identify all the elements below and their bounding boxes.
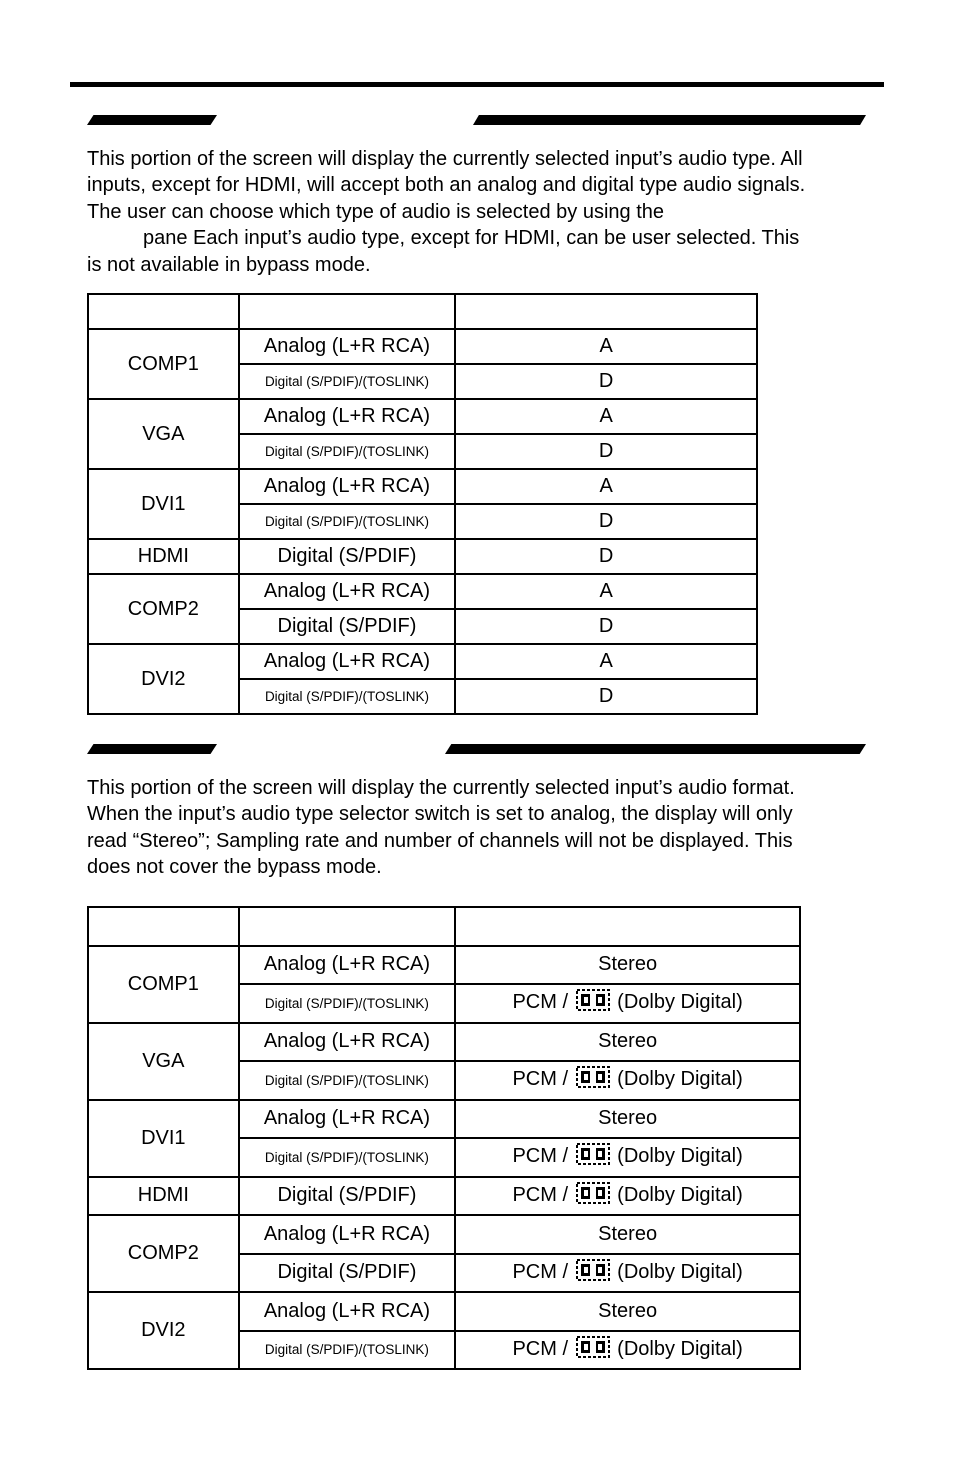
top-rule bbox=[70, 82, 884, 87]
input-cell: DVI1 bbox=[88, 469, 239, 539]
dolby-logo-icon bbox=[576, 1259, 610, 1287]
format-suffix: (Dolby Digital) bbox=[617, 1145, 743, 1168]
audio-type-cell: Digital (S/PDIF)/(TOSLINK) bbox=[239, 504, 456, 539]
input-cell: COMP2 bbox=[88, 1215, 239, 1292]
audio-type-cell: Analog (L+R RCA) bbox=[239, 1023, 456, 1062]
table-row bbox=[88, 539, 757, 574]
format-cell bbox=[455, 1177, 800, 1216]
format-prefix: PCM / bbox=[512, 1068, 569, 1091]
format-cell: Stereo bbox=[455, 1292, 800, 1331]
audio-type-cell: Digital (S/PDIF) bbox=[239, 609, 456, 644]
section2-paragraph bbox=[87, 775, 887, 881]
audio-type-cell: Analog (L+R RCA) bbox=[239, 469, 456, 504]
format-prefix: PCM / bbox=[512, 1260, 569, 1283]
audio-type-cell: Digital (S/PDIF)/(TOSLINK) bbox=[239, 1138, 456, 1177]
audio-type-cell: Analog (L+R RCA) bbox=[239, 644, 456, 679]
table-row bbox=[88, 946, 800, 985]
audio-type-cell: Analog (L+R RCA) bbox=[239, 329, 456, 364]
display-cell: A bbox=[455, 329, 757, 364]
input-cell: COMP2 bbox=[88, 574, 239, 644]
format-cell bbox=[455, 1254, 800, 1293]
input-cell: COMP1 bbox=[88, 946, 239, 1023]
audio-type-cell: Analog (L+R RCA) bbox=[239, 1215, 456, 1254]
input-cell: DVI2 bbox=[88, 644, 239, 714]
display-cell: A bbox=[455, 469, 757, 504]
header-row bbox=[88, 294, 757, 329]
format-cell: Stereo bbox=[455, 1215, 800, 1254]
display-cell: D bbox=[455, 434, 757, 469]
format-suffix: (Dolby Digital) bbox=[617, 1337, 743, 1360]
format-suffix: (Dolby Digital) bbox=[617, 1260, 743, 1283]
audio-type-cell: Digital (S/PDIF) bbox=[239, 1177, 456, 1216]
format-prefix: PCM / bbox=[512, 1145, 569, 1168]
table-row bbox=[88, 1177, 800, 1216]
input-cell: DVI1 bbox=[88, 1100, 239, 1177]
para-line: This portion of the screen will display the currently selected input’s audio type. All bbox=[87, 148, 803, 170]
header-cell bbox=[88, 294, 239, 329]
format-cell: Stereo bbox=[455, 1100, 800, 1139]
format-cell bbox=[455, 1331, 800, 1370]
para-line: When the input’s audio type selector switch is set to analog, the display will only bbox=[87, 803, 793, 826]
audio-type-table bbox=[87, 293, 758, 715]
format-suffix: (Dolby Digital) bbox=[617, 1183, 743, 1206]
dolby-logo-icon bbox=[576, 1066, 610, 1094]
format-cell bbox=[455, 1061, 800, 1100]
para-line: does not cover the bypass mode. bbox=[87, 856, 382, 879]
format-cell: Stereo bbox=[455, 1023, 800, 1062]
audio-type-cell: Analog (L+R RCA) bbox=[239, 1100, 456, 1139]
table-row bbox=[88, 399, 757, 434]
table-row bbox=[88, 574, 757, 609]
audio-type-cell: Digital (S/PDIF)/(TOSLINK) bbox=[239, 679, 456, 714]
para-line: This portion of the screen will display the currently selected input’s audio format. bbox=[87, 777, 795, 799]
audio-type-cell: Digital (S/PDIF)/(TOSLINK) bbox=[239, 984, 456, 1023]
dolby-logo-icon bbox=[576, 1182, 610, 1210]
format-prefix: PCM / bbox=[512, 1183, 569, 1206]
audio-type-cell: Digital (S/PDIF)/(TOSLINK) bbox=[239, 1331, 456, 1370]
format-suffix: (Dolby Digital) bbox=[617, 1068, 743, 1091]
display-cell: D bbox=[455, 364, 757, 399]
format-suffix: (Dolby Digital) bbox=[617, 991, 743, 1014]
para-line: inputs, except for HDMI, will accept both an analog and digital type audio signals. bbox=[87, 174, 806, 197]
input-cell: DVI2 bbox=[88, 1292, 239, 1369]
format-cell bbox=[455, 984, 800, 1023]
section2-bar-left bbox=[87, 744, 217, 754]
format-prefix: PCM / bbox=[512, 991, 569, 1014]
display-cell: A bbox=[455, 399, 757, 434]
display-cell: D bbox=[455, 504, 757, 539]
table-row bbox=[88, 469, 757, 504]
table-row bbox=[88, 644, 757, 679]
audio-type-cell: Digital (S/PDIF) bbox=[239, 1254, 456, 1293]
table-row bbox=[88, 1023, 800, 1062]
para-line: pane Each input’s audio type, except for HDMI, can be user selected. This bbox=[143, 227, 800, 250]
format-prefix: PCM / bbox=[512, 1337, 569, 1360]
display-cell: A bbox=[455, 644, 757, 679]
header-cell bbox=[239, 907, 456, 946]
display-cell: D bbox=[455, 539, 757, 574]
display-cell: A bbox=[455, 574, 757, 609]
display-cell: D bbox=[455, 679, 757, 714]
section2-bar-right bbox=[445, 744, 866, 754]
table-row bbox=[88, 1100, 800, 1139]
audio-format-table bbox=[87, 906, 801, 1370]
input-cell: HDMI bbox=[88, 1177, 239, 1216]
input-cell: HDMI bbox=[88, 539, 239, 574]
header-cell bbox=[455, 907, 800, 946]
audio-type-cell: Digital (S/PDIF)/(TOSLINK) bbox=[239, 434, 456, 469]
format-cell: Stereo bbox=[455, 946, 800, 985]
audio-type-cell: Digital (S/PDIF) bbox=[239, 539, 456, 574]
header-row bbox=[88, 907, 800, 946]
para-line: read “Stereo”; Sampling rate and number of channels will not be displayed. This bbox=[87, 829, 793, 852]
input-cell: COMP1 bbox=[88, 329, 239, 399]
header-cell bbox=[239, 294, 456, 329]
section1-bar-right bbox=[473, 115, 866, 125]
format-cell bbox=[455, 1138, 800, 1177]
audio-type-cell: Digital (S/PDIF)/(TOSLINK) bbox=[239, 1061, 456, 1100]
table-row bbox=[88, 329, 757, 364]
audio-type-cell: Analog (L+R RCA) bbox=[239, 1292, 456, 1331]
audio-type-cell: Analog (L+R RCA) bbox=[239, 574, 456, 609]
dolby-logo-icon bbox=[576, 1336, 610, 1364]
audio-type-cell: Analog (L+R RCA) bbox=[239, 399, 456, 434]
dolby-logo-icon bbox=[576, 1143, 610, 1171]
table-row bbox=[88, 1292, 800, 1331]
table-row bbox=[88, 1215, 800, 1254]
header-cell bbox=[88, 907, 239, 946]
input-cell: VGA bbox=[88, 1023, 239, 1100]
section1-bar-left bbox=[87, 115, 217, 125]
input-cell: VGA bbox=[88, 399, 239, 469]
dolby-logo-icon bbox=[576, 989, 610, 1017]
section1-paragraph bbox=[87, 146, 887, 278]
header-cell bbox=[455, 294, 757, 329]
para-line: is not available in bypass mode. bbox=[87, 253, 371, 276]
audio-type-cell: Analog (L+R RCA) bbox=[239, 946, 456, 985]
para-line: The user can choose which type of audio is selected by using the bbox=[87, 200, 665, 223]
display-cell: D bbox=[455, 609, 757, 644]
audio-type-cell: Digital (S/PDIF)/(TOSLINK) bbox=[239, 364, 456, 399]
